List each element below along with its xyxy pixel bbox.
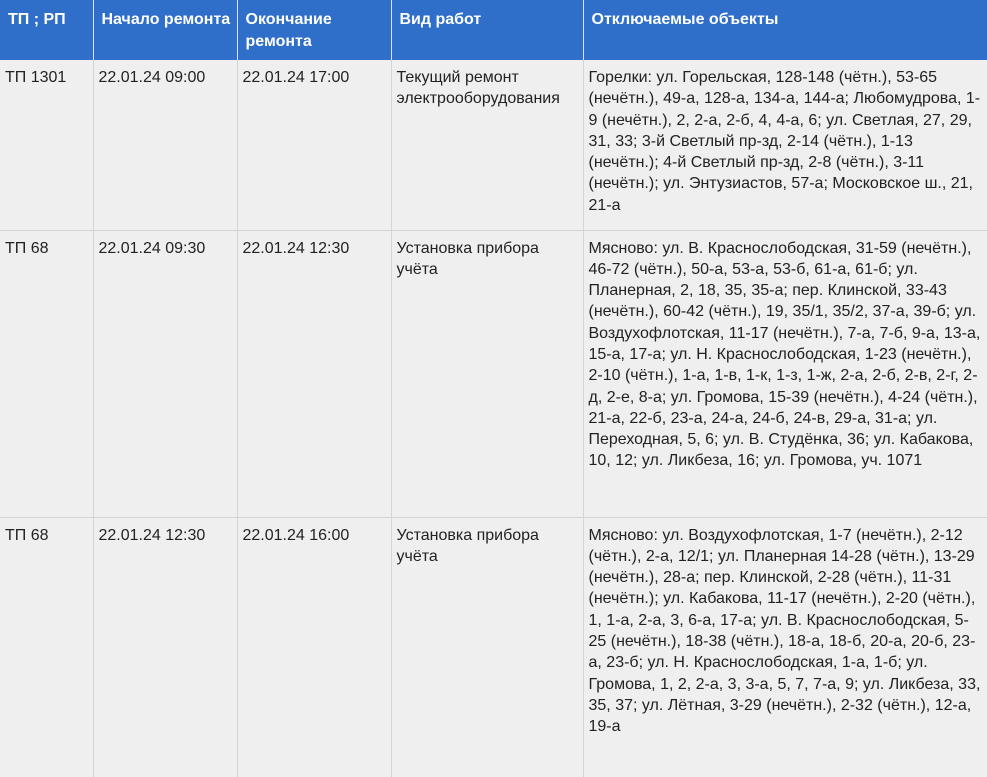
cell-objects: Мясново: ул. В. Краснослободская, 31-59 (нечётн.), 46-72 (чётн.), 50-а, 53-а, 53-б, 61-а, 61-б; ул. Планерная, 2, 18, 35, 35-а; пер. Клинской, 33-43 (нечётн.), 60-42 (чётн.), 19, 35/1, 35/2, 37-а, 39-б; ул. Воздухофлотская, 11-17 (нечётн.), 7-а, 7-б, 9-а, 13-а, 15-а, 17-а; ул. Н. Краснослободская, 1-23 (нечётн.), 2-10 (чётн.), 1-а, 1-в, 1-к, 1-з, 1-ж, 2-а, 2-б, 2-в, 2-г, 2-д, 2-е, 8-а; ул. Громова, 15-39 (нечётн.), 4-24 (чётн.), 21-а, 22-б, 23-а, 24-а, 24-б, 24-в, 29-а, 31-а; ул. Переходная, 5, 6; ул. В. Студёнка, 36; ул. Кабакова, 10, 12; ул. Ликбеза, 16; ул. Громова, уч. 1071: [583, 230, 987, 517]
cell-work-type: Установка прибора учёта: [391, 230, 583, 517]
cell-tp: ТП 68: [0, 517, 93, 777]
cell-start: 22.01.24 09:30: [93, 230, 237, 517]
cell-work-type: Текущий ремонт электрооборудования: [391, 60, 583, 230]
cell-end: 22.01.24 16:00: [237, 517, 391, 777]
cell-start: 22.01.24 12:30: [93, 517, 237, 777]
header-objects: Отключаемые объекты: [583, 0, 987, 60]
header-row: [0, 0, 987, 60]
header-start: Начало ремонта: [93, 0, 237, 60]
table-row: [0, 517, 987, 777]
cell-objects: Мясново: ул. Воздухофлотская, 1-7 (нечётн.), 2-12 (чётн.), 2-а, 12/1; ул. Планерная 14-28 (чётн.), 13-29 (нечётн.), 28-а; пер. Клинской, 2-28 (чётн.), 11-31 (нечётн.); ул. Кабакова, 11-17 (нечётн.), 2-20 (чётн.), 1, 1-а, 2-а, 3, 6-а, 17-а; ул. В. Краснослободская, 5-25 (нечётн.), 18-38 (чётн.), 18-а, 18-б, 20-а, 20-б, 23-а, 23-б; ул. Н. Краснослободская, 1-а, 1-б; ул. Громова, 1, 2, 2-а, 3, 3-а, 5, 7, 7-а, 9; ул. Ликбеза, 33, 35, 37; ул. Лётная, 3-29 (нечётн.), 2-32 (чётн.), 12-а, 19-а: [583, 517, 987, 777]
table-row: [0, 60, 987, 230]
header-end: Окончание ремонта: [237, 0, 391, 60]
table-header: [0, 0, 987, 60]
cell-start: 22.01.24 09:00: [93, 60, 237, 230]
cell-objects: Горелки: ул. Горельская, 128-148 (чётн.), 53-65 (нечётн.), 49-а, 128-а, 134-а, 144-а; Любомудрова, 1-9 (нечётн.), 2, 2-а, 2-б, 4, 4-а, 6; ул. Светлая, 27, 29, 31, 33; 3-й Светлый пр-зд, 2-14 (чётн.), 1-13 (нечётн.); 4-й Светлый пр-зд, 2-8 (чётн.), 3-11 (нечётн.); ул. Энтузиастов, 57-а; Московское ш., 21, 21-а: [583, 60, 987, 230]
cell-end: 22.01.24 12:30: [237, 230, 391, 517]
table-body: [0, 60, 987, 777]
table-row: [0, 230, 987, 517]
cell-work-type: Установка прибора учёта: [391, 517, 583, 777]
header-work-type: Вид работ: [391, 0, 583, 60]
header-tp: ТП ; РП: [0, 0, 93, 60]
cell-tp: ТП 68: [0, 230, 93, 517]
cell-end: 22.01.24 17:00: [237, 60, 391, 230]
cell-tp: ТП 1301: [0, 60, 93, 230]
